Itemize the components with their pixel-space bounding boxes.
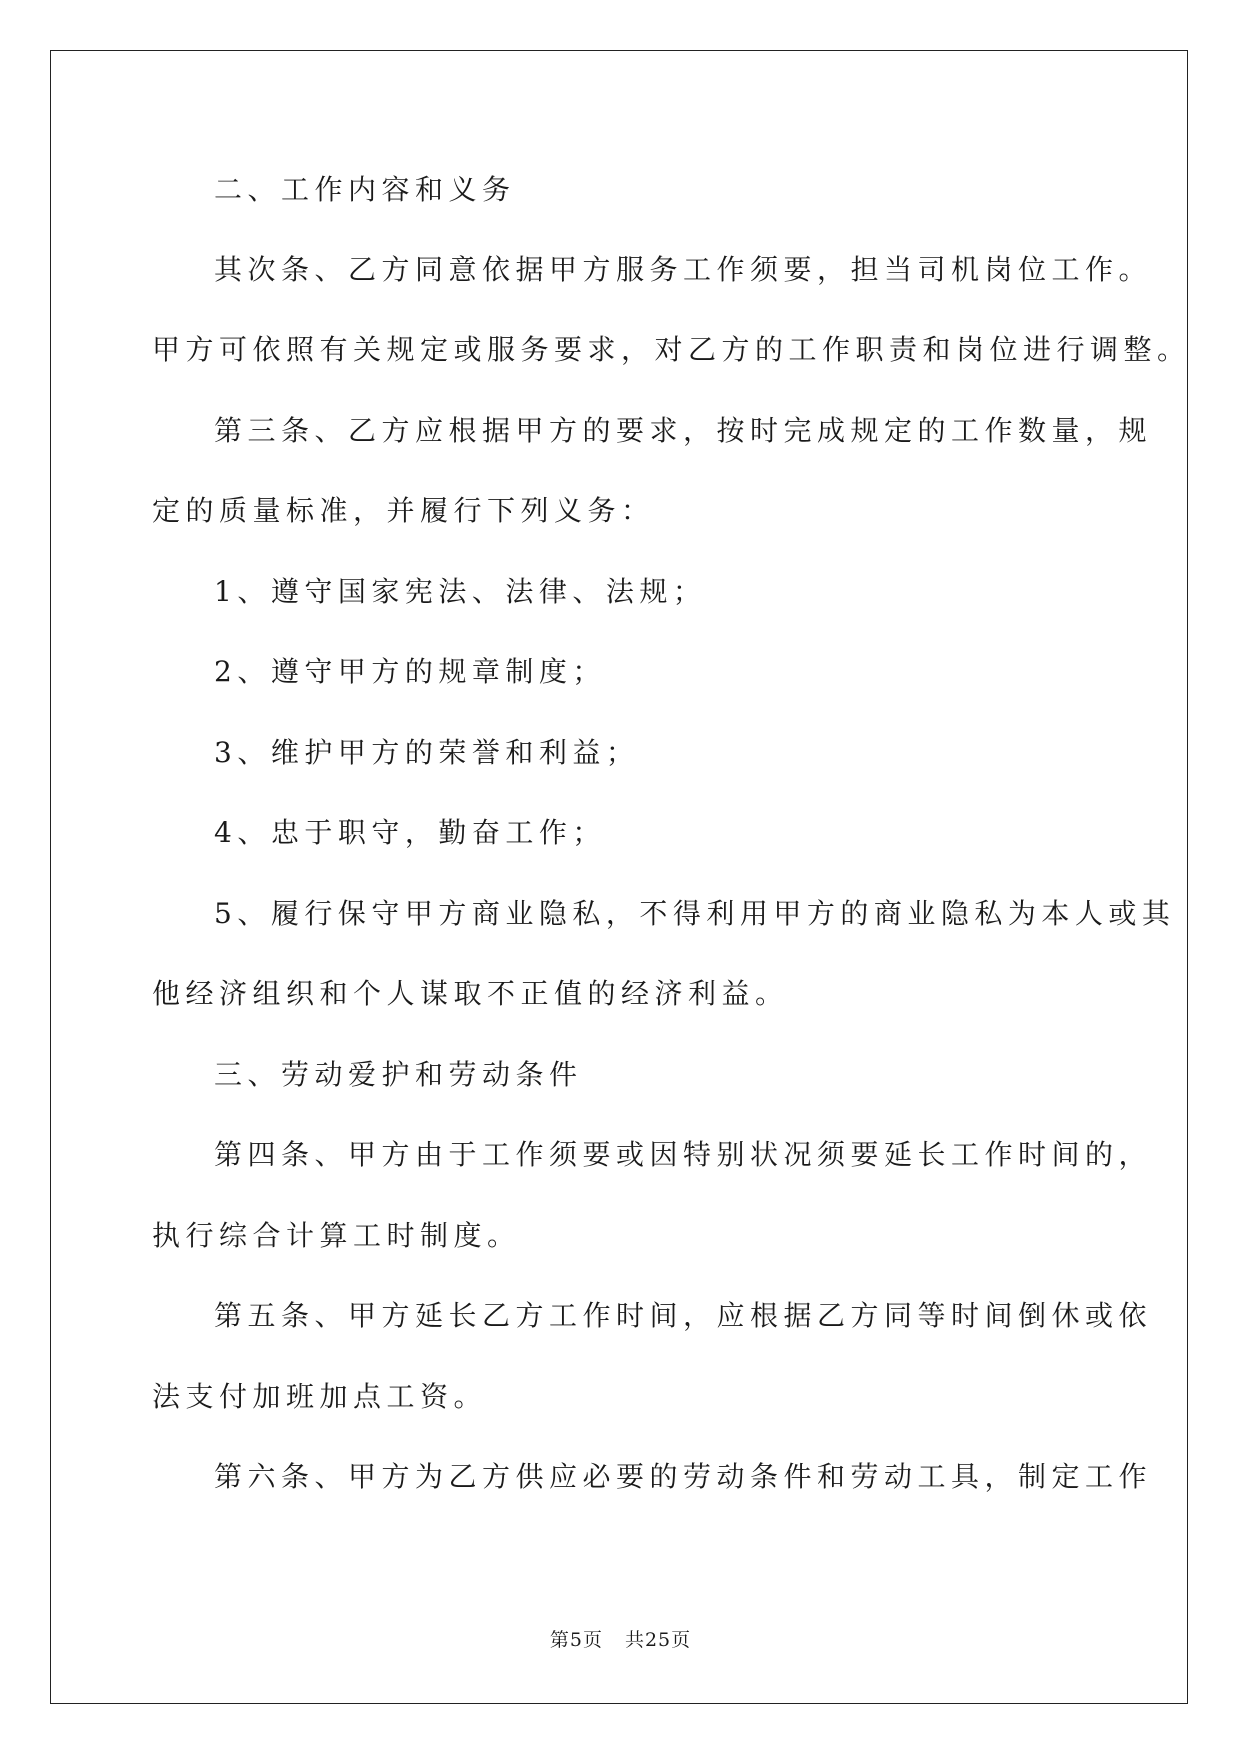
list-item: 5、履行保守甲方商业隐私，不得利用甲方的商业隐私为本人或其 <box>214 897 1176 930</box>
list-item: 1、遵守国家宪法、法律、法规； <box>214 575 707 608</box>
page-border <box>50 50 1188 1704</box>
paragraph-line: 其次条、乙方同意依据甲方服务工作须要，担当司机岗位工作。 <box>214 253 1153 286</box>
paragraph-line: 第三条、乙方应根据甲方的要求，按时完成规定的工作数量，规 <box>214 414 1153 447</box>
section-heading-labor-protection: 三、劳动爱护和劳动条件 <box>214 1058 583 1091</box>
list-item: 3、维护甲方的荣誉和利益； <box>214 736 640 769</box>
paragraph-line: 执行综合计算工时制度。 <box>152 1219 521 1252</box>
list-item: 2、遵守甲方的规章制度； <box>214 655 606 688</box>
paragraph-line: 法支付加班加点工资。 <box>152 1380 488 1413</box>
list-item: 4、忠于职守，勤奋工作； <box>214 816 606 849</box>
page-total: 共25页 <box>624 1629 692 1651</box>
page-number: 第5页 <box>549 1629 603 1651</box>
paragraph-line: 第五条、甲方延长乙方工作时间，应根据乙方同等时间倒休或依 <box>214 1299 1153 1332</box>
paragraph-line: 甲方可依照有关规定或服务要求，对乙方的工作职责和岗位进行调整。 <box>152 333 1191 366</box>
paragraph-line: 第四条、甲方由于工作须要或因特别状况须要延长工作时间的， <box>214 1138 1153 1171</box>
page-footer <box>0 1628 1241 1652</box>
paragraph-line: 第六条、甲方为乙方供应必要的劳动条件和劳动工具，制定工作 <box>214 1460 1153 1493</box>
section-heading-work-content: 二、工作内容和义务 <box>214 173 516 206</box>
paragraph-line: 定的质量标准，并履行下列义务： <box>152 494 655 527</box>
paragraph-line: 他经济组织和个人谋取不正值的经济利益。 <box>152 977 789 1010</box>
